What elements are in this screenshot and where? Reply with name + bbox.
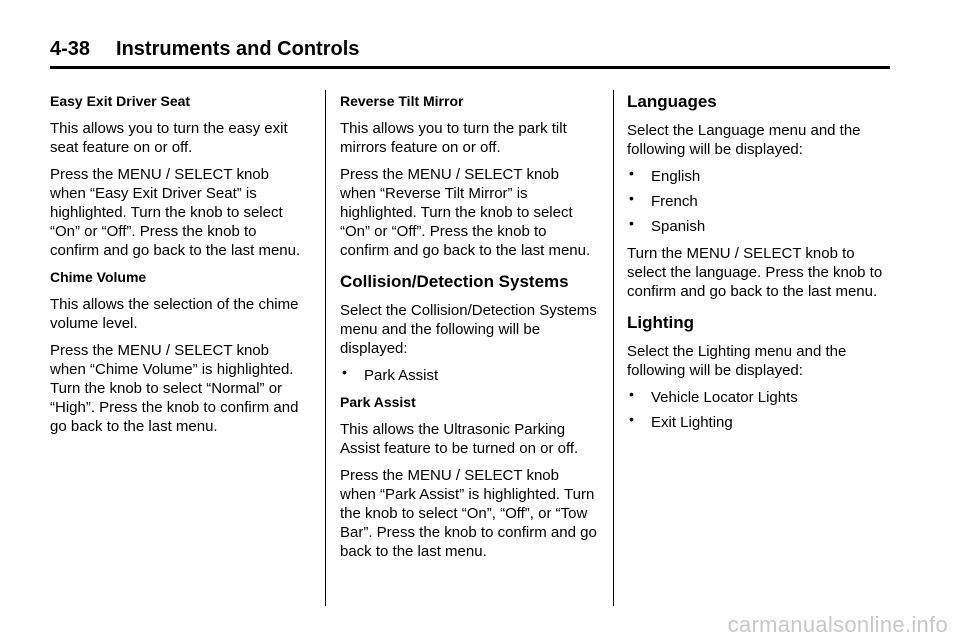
easy-exit-heading: Easy Exit Driver Seat [50, 93, 191, 109]
collision-detection-intro: Select the Collision/Detection Systems menu and the following will be displayed: [340, 302, 597, 357]
column-middle [340, 92, 598, 569]
column-divider [325, 90, 326, 606]
list-item [627, 167, 885, 186]
park-assist-description: This allows the Ultrasonic Parking Assist feature to be turned on or off. [340, 421, 579, 457]
page-header [50, 38, 890, 69]
list-item [340, 366, 598, 385]
lighting-intro: Select the Lighting menu and the following will be displayed: [627, 343, 847, 379]
watermark: carmanualsonline.info [727, 612, 948, 637]
column-right [627, 92, 885, 440]
bullet-icon: • [342, 364, 347, 380]
reverse-tilt-instructions: Press the MENU / SELECT knob when “Reverse Tilt Mirror” is highlighted. Turn the knob to select “On” or “Off”. Press the knob to confirm and go back to the last menu. [340, 166, 591, 259]
bullet-icon: • [629, 215, 634, 231]
bullet-icon: • [629, 386, 634, 402]
list-item-label: English [651, 168, 701, 185]
list-item [627, 413, 885, 432]
chime-volume-description: This allows the selection of the chime volume level. [50, 296, 299, 332]
chime-volume-instructions: Press the MENU / SELECT knob when “Chime Volume” is highlighted. Turn the knob to select “Normal” or “High”. Press the knob to confirm and go back to the last menu. [50, 342, 299, 435]
lighting-list [627, 388, 885, 432]
list-item-label: Vehicle Locator Lights [651, 389, 798, 406]
list-item [627, 192, 885, 211]
column-left [50, 92, 308, 444]
list-item [627, 217, 885, 236]
languages-list [627, 167, 885, 236]
bullet-icon: • [629, 190, 634, 206]
languages-heading: Languages [627, 92, 717, 111]
bullet-icon: • [629, 411, 634, 427]
bullet-icon: • [629, 165, 634, 181]
easy-exit-description: This allows you to turn the easy exit seat feature on or off. [50, 120, 288, 156]
reverse-tilt-heading: Reverse Tilt Mirror [340, 93, 464, 109]
column-divider [613, 90, 614, 606]
list-item-label: Park Assist [364, 367, 439, 384]
page-number: 4-38 [50, 38, 91, 60]
languages-intro: Select the Language menu and the following will be displayed: [627, 122, 861, 158]
easy-exit-instructions: Press the MENU / SELECT knob when “Easy Exit Driver Seat” is highlighted. Turn the knob to select “On” or “Off”. Press the knob to confirm and go back to the last menu. [50, 166, 301, 259]
list-item-label: Spanish [651, 218, 706, 235]
list-item [627, 388, 885, 407]
collision-detection-list [340, 366, 598, 385]
list-item-label: French [651, 193, 698, 210]
page-title: Instruments and Controls [116, 38, 360, 60]
park-assist-instructions: Press the MENU / SELECT knob when “Park Assist” is highlighted. Turn the knob to select “On”, “Off”, or “Tow Bar”. Press the knob to confirm and go back to the last menu. [340, 467, 597, 560]
lighting-heading: Lighting [627, 313, 695, 332]
chime-volume-heading: Chime Volume [50, 269, 147, 285]
list-item-label: Exit Lighting [651, 414, 733, 431]
languages-instructions: Turn the MENU / SELECT knob to select the language. Press the knob to confirm and go back to the last menu. [627, 245, 883, 300]
collision-detection-heading: Collision/Detection Systems [340, 272, 569, 291]
reverse-tilt-description: This allows you to turn the park tilt mirrors feature on or off. [340, 120, 567, 156]
park-assist-heading: Park Assist [340, 394, 416, 410]
